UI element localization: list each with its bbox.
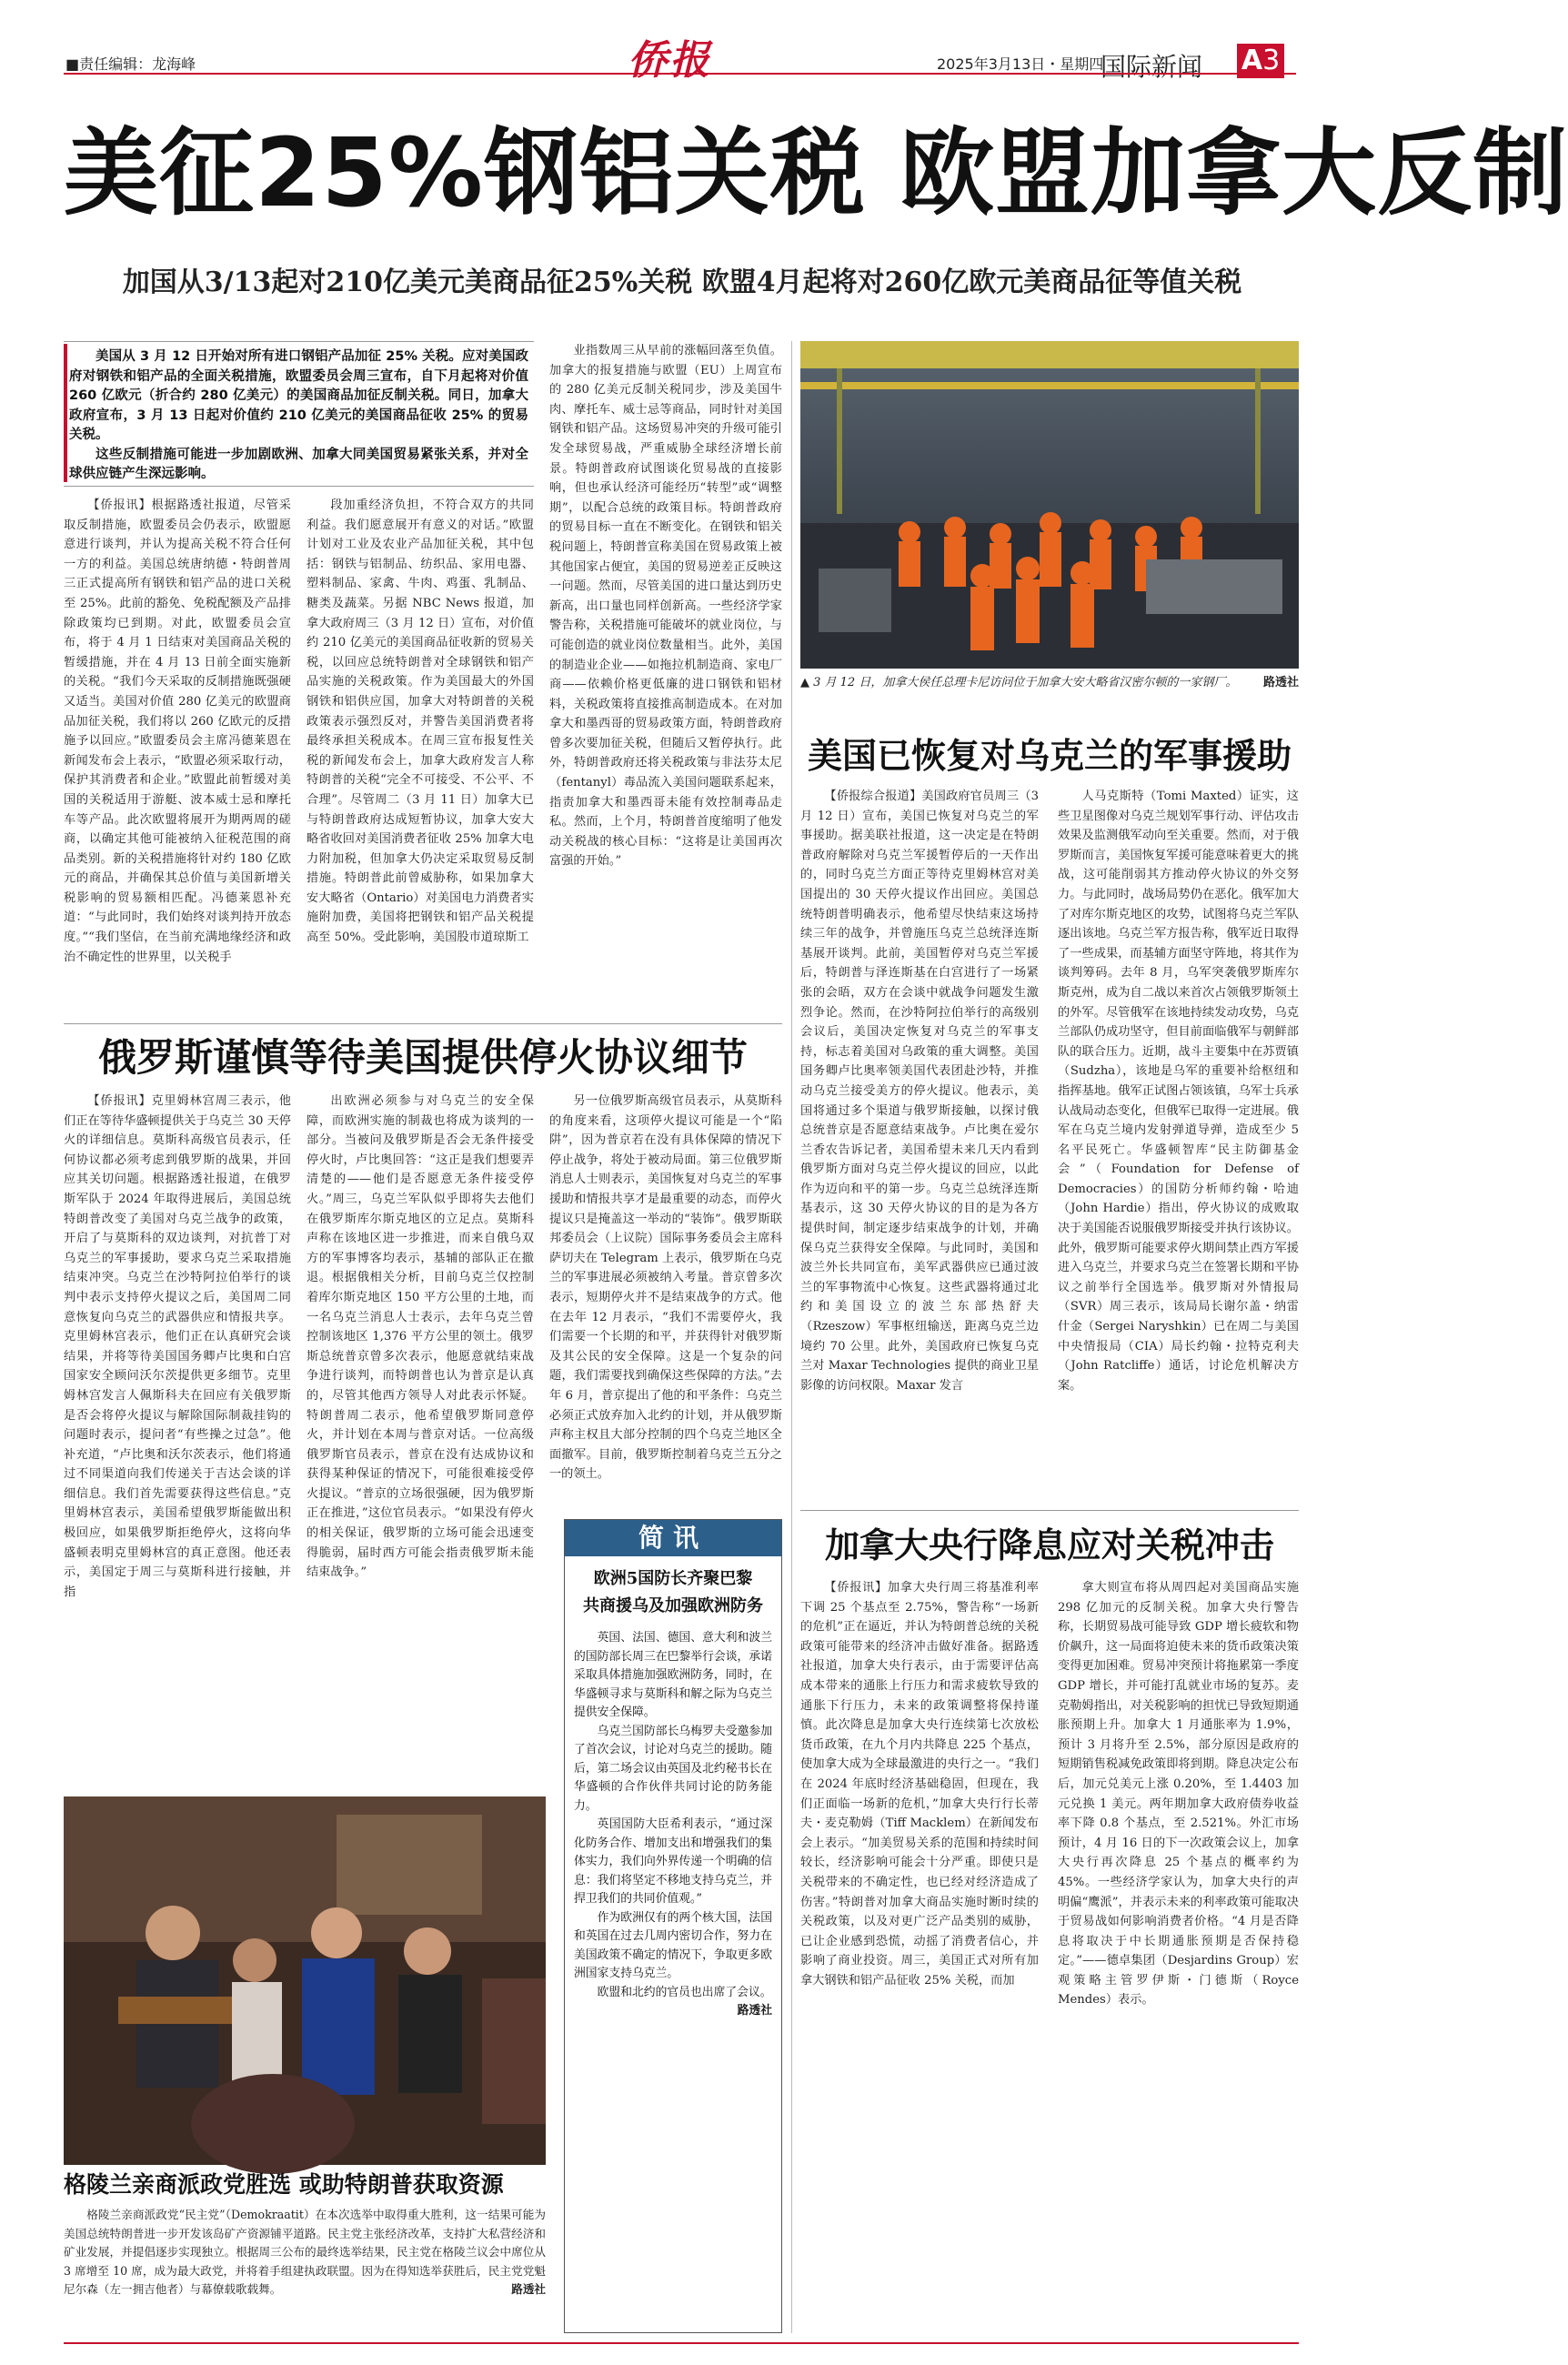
greenland-caption bbox=[64, 2206, 546, 2333]
footer-rule bbox=[64, 2342, 1299, 2344]
lede-paragraph-1: 美国从 3 月 12 日开始对所有进口钢铝产品加征 25% 关税。应对美国政府对钢铁和铝产品的全面关税措施，欧盟委员会周三宣布，自下月起将对价值 260 亿欧元（折合约 280 亿美元）的美国商品加征反制关税。同日，加拿大政府宣布，3 月 13 日起对价值约 210 亿美元的美国商品征收 25% 的贸易关税。 bbox=[69, 349, 528, 442]
page-letter: A bbox=[1241, 45, 1263, 76]
main-story-col2: 段加重经济负担，不符合双方的共同利益。我们愿意展开有意义的对话。”欧盟计划对工业及农业产品加征关税，其中包括：钢铁与铝制品、纺织品、家用电器、塑料制品、家禽、牛肉、鸡蛋、乳制品、糖类及蔬菜。另据 NBC News 报道，加拿大政府周三（3 月 12 日）宣布，对价值约 210 亿美元的美国商品征收新的贸易关税，以回应总统特朗普对全球钢铁和铝产品实施的关税政策。作为美国最大的外国钢铁和铝供应国，加拿大对特朗普的关税政策表示强烈反对，并警告美国消费者将最终承担关税成本。在周三宣布报复性关税的新闻发布会上，加拿大政府发言人称特朗普的关税“完全不可接受、不公平、不合理”。尽管周二（3 月 11 日）加拿大已与特朗普政府达成短暂协议，加拿大安大略省收回对美国消费者征收 25% 加拿大电力附加税，但加拿大仍决定采取贸易反制措施。特朗普此前曾威胁称，如果加拿大安大略省（Ontario）对美国电力消费者实施附加费，美国将把钢铁和铝产品关税提高至 50%。受此影响，美国股市道琼斯工 bbox=[307, 498, 534, 945]
main-subheadline: 加国从3/13起对210亿美元美商品征25%关税 欧盟4月起将对260亿欧元美商品征等值关税 bbox=[122, 267, 1242, 298]
brief-paragraph: 乌克兰国防部长乌梅罗夫受邀参加了首次会议，讨论对乌克兰的援助。随后，第二场会议由英国及北约秘书长在华盛顿的合作伙伴共同讨论的防务能力。 bbox=[574, 1724, 772, 1813]
greenland-headline: 格陵兰亲商派政党胜选 或助特朗普获取资源 bbox=[64, 2171, 504, 2198]
photo1-caption bbox=[800, 673, 1299, 719]
editor-credit: ■责任编辑：龙海峰 bbox=[65, 55, 196, 73]
russia-story-col2: 出欧洲必须参与对乌克兰的安全保障，而欧洲实施的制裁也将成为谈判的一部分。当被问及俄罗斯是否会无条件接受停火时，卢比奥回答：“这正是我们想要弄清楚的——他们是否愿意无条件接受停火。”周三，乌克兰军队似乎即将失去他们在俄罗斯库尔斯克地区的立足点。莫斯科声称在该地区进一步推进，而来自俄乌双方的军事博客均表示，基辅的部队正在撤退。根据俄相关分析，目前乌克兰仅控制着库尔斯克地区 150 平方公里的土地，而一名乌克兰消息人士表示，去年乌克兰曾控制该地区 1,376 平方公里的领土。俄罗斯总统普京曾多次表示，他愿意就结束战争进行谈判，而特朗普也认为普京是认真的，尽管其他西方领导人对此表示怀疑。特朗普周二表示，他希望俄罗斯同意停火，并计划在本周与普京对话。一位高级俄罗斯官员表示，普京在没有达成协议和获得某种保证的情况下，可能很难接受停火提议。“普京的立场很强硬，因为俄罗斯正在推进，”这位官员表示。“如果没有停火的相关保证，俄罗斯的立场可能会迅速变得脆弱，届时西方可能会指责俄罗斯未能结束战争。” bbox=[307, 1094, 534, 1580]
lede-box bbox=[64, 341, 534, 487]
lede-paragraph-2: 这些反制措施可能进一步加剧欧洲、加拿大同美国贸易紧张关系，并对全球供应链产生深远影响。 bbox=[69, 447, 528, 481]
russia-story-col1: 【侨报讯】克里姆林宫周三表示，他们正在等待华盛顿提供关于乌克兰 30 天停火的详细信息。莫斯科高级官员表示，任何协议都必须考虑到俄罗斯的战果，并回应其关切问题。根据路透社报道，在俄罗斯军队于 2024 年取得进展后，美国总统特朗普改变了美国对乌克兰战争的政策，开启了与莫斯科的双边谈判，对抗普丁对乌克兰的军事援助，要求乌克兰采取措施结束冲突。乌克兰在沙特阿拉伯举行的谈判中表示支持停火提议之后，美国周二同意恢复向乌克兰的武器供应和情报共享。克里姆林宫表示，他们正在认真研究会谈结果，并将等待美国国务卿卢比奥和白宫国家安全顾问沃尔茨提供更多细节。克里姆林宫发言人佩斯科夫在回应有关俄罗斯是否会将停火提议与解除国际制裁挂钩的问题时表示，提问者“有些操之过急”。他补充道，“卢比奥和沃尔茨表示，他们将通过不同渠道向我们传递关于吉达会谈的详细信息。我们首先需要获得这些信息。”克里姆林宫表示，美国希望俄罗斯能做出积极回应，如果俄罗斯拒绝停火，这将向华盛顿表明克里姆林宫的真正意图。他还表示，美国定于周三与莫斯科进行接触，并指 bbox=[64, 1094, 291, 1599]
canada-story-col2: 拿大则宣布将从周四起对美国商品实施 298 亿加元的反制关税。加拿大央行警告称，长期贸易战可能导致 GDP 增长疲软和物价飙升，这一局面将迫使未来的货币政策决策变得更加困难。贸易冲突预计将拖累第一季度 GDP 增长，并可能打乱就业市场的复苏。麦克勒姆指出，对关税影响的担忧已导致短期通胀预期上升。加拿大 1 月通胀率为 1.9%，预计 3 月将升至 2.5%，部分原因是政府的短期销售税减免政策即将到期。降息决定公布后，加元兑美元上涨 0.20%，至 1.4403 加元兑换 1 美元。两年期加拿大政府债券收益率下降 0.8 个基点，至 2.521%。外汇市场预计，4 月 16 日的下一次政策会议上，加拿大央行再次降息 25 个基点的概率约为 45%。一些经济学家认为，加拿大央行的声明偏“鹰派”，并表示未来的利率政策可能取决于贸易战如何影响消费者价格。“4 月是否降息将取决于中长期通胀预期是否保持稳定。”——德卓集团（Desjardins Group）宏观策略主管罗伊斯・门德斯（Royce Mendes）表示。 bbox=[1058, 1581, 1299, 2008]
brief-title bbox=[565, 1556, 781, 1625]
brief-paragraph: 欧盟和北约的官员也出席了会议。 bbox=[597, 1985, 772, 1999]
ukraine-story-col2: 人马克斯特（Tomi Maxted）证实，这些卫星图像对乌克兰规划军事行动、评估攻击效果及监测俄军动向至关重要。然而，对于俄罗斯而言，美国恢复军援可能意味着更大的挑战，这可能削弱其方推动停火协议的外交努力。与此同时，战场局势仍在恶化。俄军加大了对库尔斯克地区的攻势，试图将乌克兰军队逐出该地。乌克兰军方报告称，俄军近日取得了一些成果，而基辅方面坚守阵地，将其作为谈判筹码。去年 8 月，乌军突袭俄罗斯库尔斯克州，成为自二战以来首次占领俄罗斯领土的外军。尽管俄军在该地持续发动攻势，乌克兰部队仍成功坚守，但目前面临俄军与朝鲜部队的联合压力。近期，战斗主要集中在苏贾镇（Sudzha），该地是乌军的重要补给枢纽和指挥基地。俄军正试图占领该镇，乌军士兵承认战局动态变化，但俄军已取得一定进展。俄军在乌克兰境内发射弹道导弹，造成至少 5 名平民死亡。华盛顿智库“民主防御基金会”（Foundation for Defense of Democracies）的国防分析师约翰・哈迪（John Hardie）指出，停火协议的成败取决于美国能否说服俄罗斯接受并执行该协议。此外，俄罗斯可能要求停火期间禁止西方军援进入乌克兰，并要求乌克兰在签署长期和平协议之前举行全国选举。俄罗斯对外情报局（SVR）周三表示，该局局长谢尔盖・纳雷什金（Sergei Naryshkin）已在周二与美国中央情报局（CIA）局长约翰・拉特克利夫（John Ratcliffe）通话，讨论危机解决方案。 bbox=[1058, 790, 1299, 1393]
steel-plant-photo bbox=[800, 341, 1299, 669]
brief-body bbox=[565, 1625, 781, 2025]
ukraine-story-col1: 【侨报综合报道】美国政府官员周三（3 月 12 日）宣布，美国已恢复对乌克兰的军事援助。据美联社报道，这一决定是在特朗普政府解除对乌克兰军援暂停后的一天作出的，同时乌克兰方面正等待克里姆林宫对美国提出的 30 天停火提议作出回应。美国总统特朗普明确表示，他希望尽快结束这场持续三年的战争，并曾施压乌克兰总统泽连斯基展开谈判。此前，美国暂停对乌克兰军援后，特朗普与泽连斯基在白宫进行了一场紧张的会晤，双方在会谈中就战争问题发生激烈争论。然而，在沙特阿拉伯举行的高级别会议后，美国决定恢复对乌克兰的军事支持，标志着美国对乌政策的重大调整。美国国务卿卢比奥率领美国代表团赴沙特，并推动乌克兰接受美方的停火提议。他表示，美国将通过多个渠道与俄罗斯接触，以探讨俄总统普京是否愿意结束战争。卢比奥在爱尔兰香农告诉记者，美国希望未来几天内看到俄罗斯方面对乌克兰停火提议的回应，以此作为迈向和平的第一步。乌克兰总统泽连斯基表示，这 30 天停火协议的目的是为各方提供时间，制定逐步结束战争的计划，并确保乌克兰获得安全保障。与此同时，美国和波兰外长共同宣布，美军武器供应已通过波兰的军事物流中心恢复。这些武器将通过北约和美国设立的波兰东部热舒夫（Rzeszow）军事枢纽输送，距离乌克兰边境约 70 公里。此外，美国政府已恢复乌克兰对 Maxar Technologies 提供的商业卫星影像的访问权限。Maxar 发言 bbox=[800, 790, 1039, 1393]
ukraine-aid-headline: 美国已恢复对乌克兰的军事援助 bbox=[807, 736, 1292, 776]
section-divider bbox=[64, 1023, 782, 1024]
main-story-col1: 【侨报讯】根据路透社报道，尽管采取反制措施，欧盟委员会仍表示，欧盟愿意进行谈判，并认为提高关税不符合任何一方的利益。美国总统唐纳德・特朗普周三正式提高所有钢铁和铝产品的进口关税至 25%。此前的豁免、免税配额及产品排除政策均已到期。对此，欧盟委员会宣布，将于 4 月 1 日结束对美国商品关税的暂缓措施，并在 4 月 13 日前全面实施新的关税。“我们今天采取的反制措施既强硬又适当。美国对价值 280 亿美元的欧盟商品加征关税，我们将以 260 亿欧元的反措施予以回应。”欧盟委员会主席冯德莱恩在新闻发布会上表示，“欧盟必须采取行动，保护其消费者和企业。”欧盟此前暂缓对美国的关税适用于游艇、波本威士忌和摩托车等产品。此次欧盟将展开为期两周的磋商，以确定其他可能被纳入征税范围的商品类别。新的关税措施将针对约 180 亿欧元的商品，并确保其总价值与美国新增关税影响的贸易额相匹配。冯德莱恩补充道：“与此同时，我们始终对谈判持开放态度。”“我们坚信，在当前充满地缘经济和政治不确定性的世界里，以关税手 bbox=[64, 498, 291, 964]
brief-title-line2: 共商援乌及加强欧洲防务 bbox=[583, 1596, 763, 1615]
canada-rate-cut-headline: 加拿大央行降息应对关税冲击 bbox=[824, 1525, 1274, 1565]
photo1-caption-text: ▲ 3 月 12 日，加拿大侯任总理卡尼访问位于加拿大安大略省汉密尔顿的一家钢厂。 bbox=[800, 676, 1238, 689]
brief-credit: 路透社 bbox=[737, 2004, 772, 2018]
page-number: 3 bbox=[1262, 45, 1281, 76]
section-name: 国际新闻 bbox=[1101, 52, 1203, 82]
canada-story-col1: 【侨报讯】加拿大央行周三将基准利率下调 25 个基点至 2.75%，警告称“一场新的危机”正在逼近，并认为特朗普总统的关税政策可能带来的经济冲击做好准备。据路透社报道，加拿大央行表示，由于需要评估高成本带来的通胀上行压力和需求疲软导致的通胀下行压力，未来的政策调整将保持谨慎。此次降息是加拿大央行连续第七次放松货币政策，在九个月内共降息 225 个基点，使加拿大成为全球最激进的央行之一。“我们在 2024 年底时经济基础稳固，但现在，我们正面临一场新的危机，”加拿大央行行长蒂夫・麦克勒姆（Tiff Macklem）在新闻发布会上表示。“加美贸易关系的范围和持续时间较长，经济影响可能会十分严重。即使只是关税带来的不确定性，也已经对经济造成了伤害。”特朗普对加拿大商品实施时断时续的关税政策，以及对更广泛产品类别的威胁，已让企业感到恐慌，动摇了消费者信心，并影响了商业投资。周三，美国正式对所有加拿大钢铁和铝产品征收 25% 关税，而加 bbox=[800, 1581, 1039, 1988]
greenland-celebration-photo bbox=[64, 1796, 546, 2165]
brief-header: 简讯 bbox=[565, 1520, 781, 1556]
column-divider bbox=[791, 341, 792, 2333]
steel-plant-illustration bbox=[800, 341, 1299, 669]
greenland-caption-text: 格陵兰亲商派政党“民主党”（Demokraatit）在本次选举中取得重大胜利，这一结果可能为美国总统特朗普进一步开发该岛矿产资源铺平道路。民主党主张经济改革，支持扩大私营经济和矿业发展，并提倡逐步实现独立。根据周三公布的最终选举结果，民主党在格陵兰议会中席位从 3 席增至 10 席，成为最大政党，并将着手组建执政联盟。因为在得知选举获胜后，民主党党魁尼尔森（左一拥吉他者）与幕僚载歌载舞。 bbox=[64, 2208, 546, 2296]
greenland-celebration-illustration bbox=[64, 1796, 546, 2165]
russia-ceasefire-headline: 俄罗斯谨慎等待美国提供停火协议细节 bbox=[97, 1035, 748, 1080]
main-headline: 美征25%钢铝关税 欧盟加拿大反制 bbox=[64, 117, 1568, 228]
issue-date: 2025年3月13日・星期四 bbox=[937, 55, 1104, 73]
greenland-credit: 路透社 bbox=[511, 2282, 546, 2296]
news-brief-box bbox=[564, 1519, 782, 2333]
photo1-credit: 路透社 bbox=[1262, 676, 1299, 689]
newspaper-logo: 侨报 bbox=[628, 37, 711, 84]
masthead-rule bbox=[64, 73, 1296, 75]
section-divider bbox=[800, 1510, 1299, 1511]
brief-title-line1: 欧洲5国防长齐聚巴黎 bbox=[593, 1569, 753, 1588]
russia-story-col3: 另一位俄罗斯高级官员表示，从莫斯科的角度来看，这项停火提议可能是一个“陷阱”，因为普京若在没有具体保障的情况下停止战争，将处于被动局面。第三位俄罗斯消息人士则表示，美国恢复对乌克兰的军事援助和情报共享才是最重要的动态，而停火提议只是掩盖这一举动的“装饰”。俄罗斯联邦委员会（上议院）国际事务委员会主席科萨切夫在 Telegram 上表示，俄罗斯在乌克兰的军事进展必须被纳入考量。普京曾多次表示，短期停火并不是结束战争的方式。他在去年 12 月表示，“我们不需要停火，我们需要一个长期的和平，并获得针对俄罗斯及其公民的安全保障。这是一个复杂的问题，我们需要找到确保这些保障的方法。”去年 6 月，普京提出了他的和平条件：乌克兰必须正式放弃加入北约的计划，并从俄罗斯声称主权且大部分控制的四个乌克兰地区全面撤军。目前，俄罗斯控制着乌克兰五分之一的领土。 bbox=[549, 1094, 782, 1482]
brief-paragraph: 英国国防大臣希利表示，“通过深化防务合作、增加支出和增强我们的集体实力，我们向外界传递一个明确的信息：我们将坚定不移地支持乌克兰，并捍卫我们的共同价值观。” bbox=[574, 1817, 772, 1906]
brief-paragraph: 英国、法国、德国、意大利和波兰的国防部长周三在巴黎举行会谈，承诺采取具体措施加强欧洲防务，同时，在华盛顿寻求与莫斯科和解之际为乌克兰提供安全保障。 bbox=[574, 1631, 772, 1719]
main-story-col3: 业指数周三从早前的涨幅回落至负值。加拿大的报复措施与欧盟（EU）上周宣布的 280 亿美元反制关税同步，涉及美国牛肉、摩托车、威士忌等商品，同时针对美国钢铁和铝产品。这场贸易冲突的升级可能引发全球贸易战，严重威胁全球经济增长前景。特朗普政府试图谈化贸易战的直接影响，但也承认经济可能经历“转型”或“调整期”，以配合总统的政策目标。特朗普政府的贸易目标一直在不断变化。在钢铁和铝关税问题上，特朗普宣称美国在贸易政策上被其他国家占便宜，美国的贸易逆差正反映这一问题。然而，尽管美国的进口量达到历史新高，出口量也同样创新高。一些经济学家警告称，关税措施可能破坏的就业岗位，与可能创造的就业岗位数量相当。此外，美国的制造业企业——如拖拉机制造商、家电厂商——依赖价格更低廉的进口钢铁和铝材料，关税政策将直接推高制造成本。在对加拿大和墨西哥的贸易政策方面，特朗普政府曾多次要加征关税，但随后又暂停执行。此外，特朗普政府还将关税政策与非法芬太尼（fentanyl）毒品流入美国问题联系起来，指责加拿大和墨西哥未能有效控制毒品走私。然而，上个月，特朗普首度缩明了他发动关税战的核心目标：“这将是让美国再次富强的开始。” bbox=[549, 344, 782, 869]
brief-paragraph: 作为欧洲仅有的两个核大国，法国和英国在过去几周内密切合作，努力在美国政策不确定的情况下，争取更多欧洲国家支持乌克兰。 bbox=[574, 1910, 772, 1980]
